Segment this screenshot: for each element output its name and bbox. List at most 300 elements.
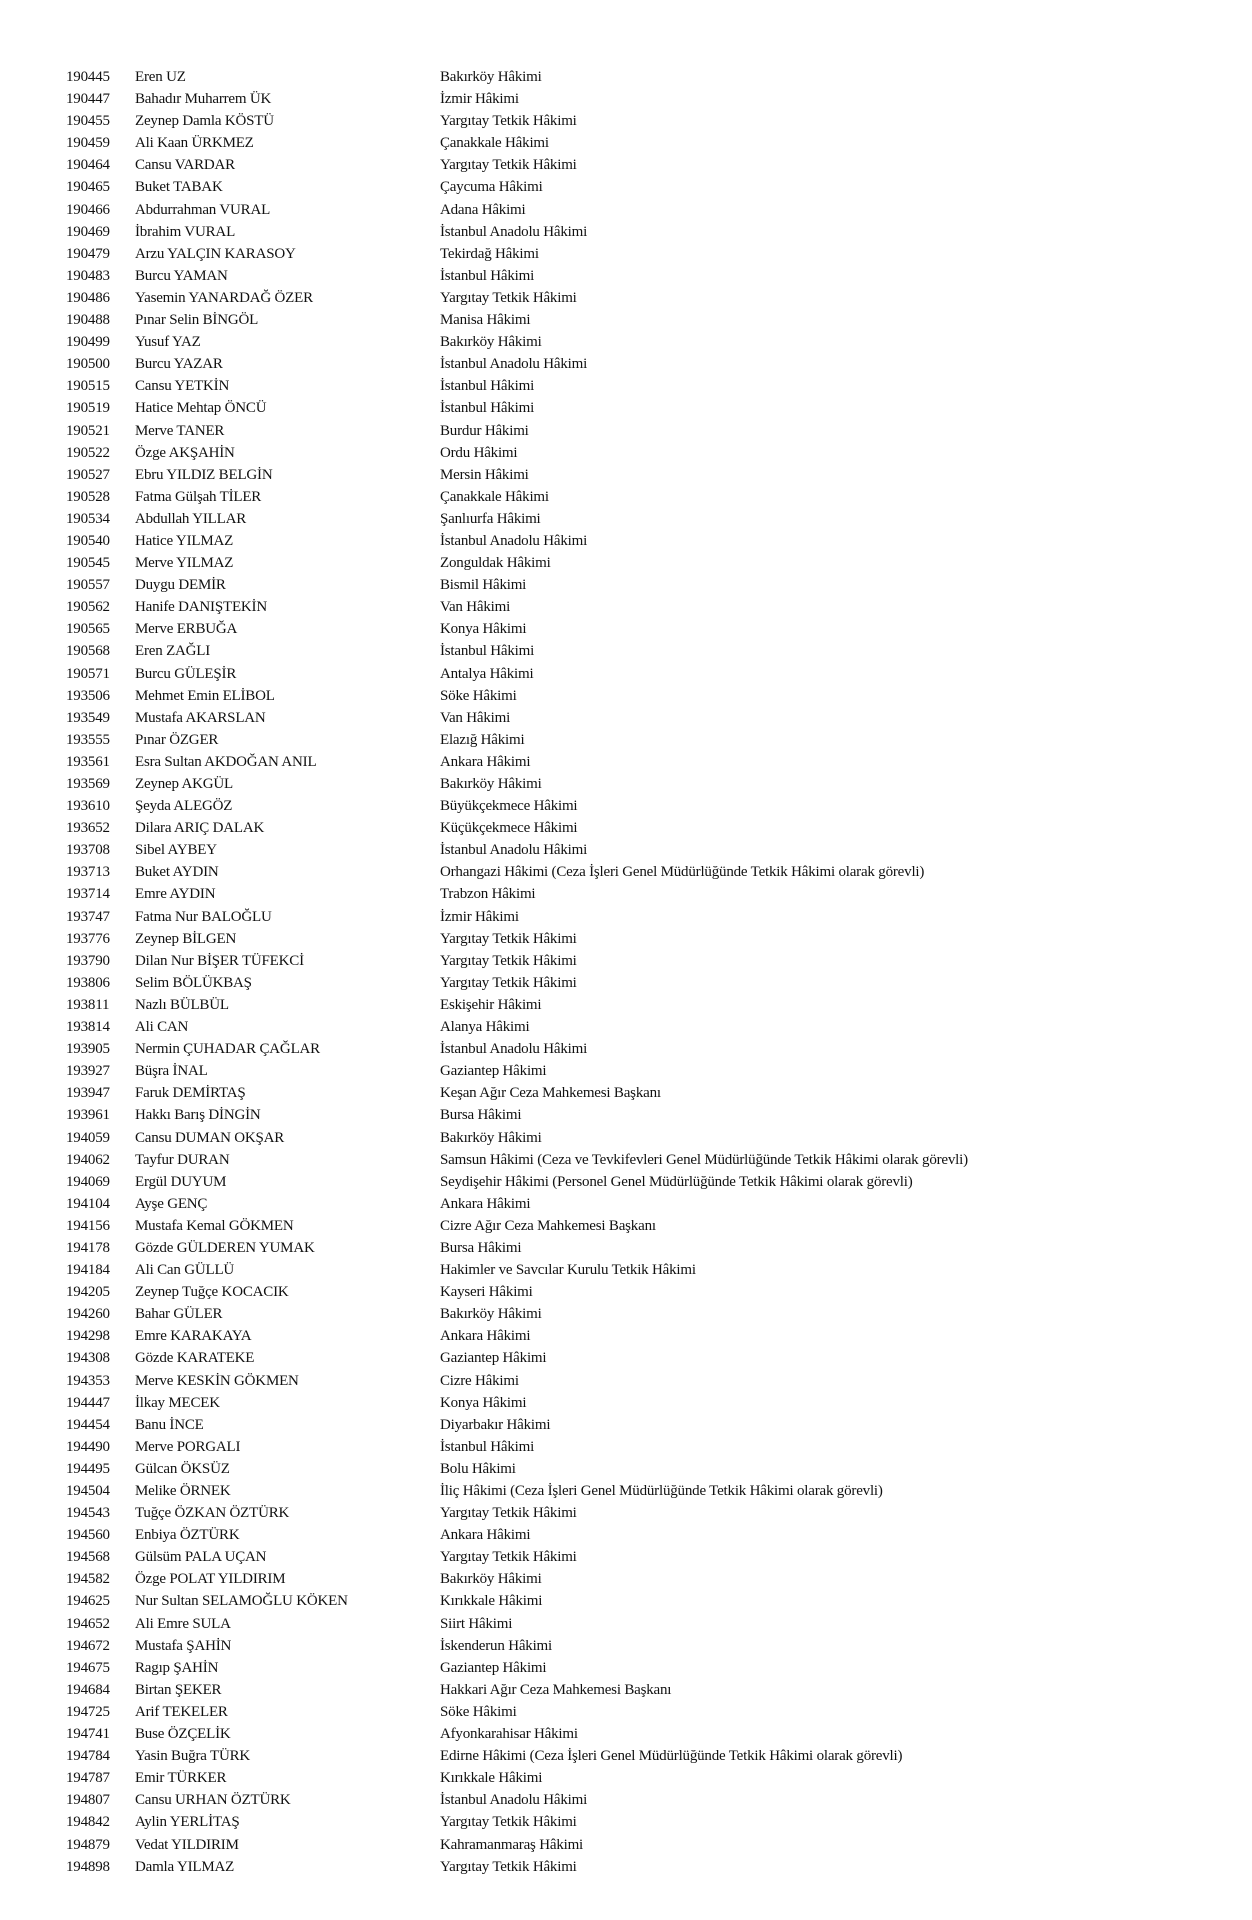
registry-number: 194842	[66, 1814, 110, 1831]
list-item	[0, 1281, 1252, 1303]
person-name: Tuğçe ÖZKAN ÖZTÜRK	[135, 1505, 290, 1522]
person-name: Yusuf YAZ	[135, 334, 201, 351]
person-name: Abdullah YILLAR	[135, 510, 247, 527]
registry-number: 194184	[66, 1262, 110, 1279]
person-name: Ragıp ŞAHİN	[135, 1659, 219, 1676]
position-title: Hakimler ve Savcılar Kurulu Tetkik Hâkimi	[440, 1262, 696, 1279]
position-title: Yargıtay Tetkik Hâkimi	[440, 974, 577, 991]
list-item	[0, 1546, 1252, 1568]
person-name: Nermin ÇUHADAR ÇAĞLAR	[135, 1041, 320, 1058]
position-title: Yargıtay Tetkik Hâkimi	[440, 113, 577, 130]
position-title: İstanbul Hâkimi	[440, 378, 535, 395]
registry-number: 190483	[66, 267, 110, 284]
person-name: Arzu YALÇIN KARASOY	[135, 245, 296, 262]
registry-number: 194062	[66, 1151, 110, 1168]
list-item	[0, 574, 1252, 596]
registry-number: 194807	[66, 1792, 110, 1809]
registry-number: 193714	[66, 886, 110, 903]
person-name: Cansu VARDAR	[135, 157, 235, 174]
person-name: Mustafa Kemal GÖKMEN	[135, 1217, 294, 1234]
person-name: Dilan Nur BİŞER TÜFEKCİ	[135, 952, 304, 969]
person-name: Ali Can GÜLLÜ	[135, 1262, 235, 1279]
registry-number: 190499	[66, 334, 110, 351]
person-name: Eren UZ	[135, 69, 186, 85]
list-item	[0, 1568, 1252, 1590]
position-title: Kayseri Hâkimi	[440, 1284, 533, 1301]
person-name: Esra Sultan AKDOĞAN ANIL	[135, 753, 317, 770]
list-item	[0, 1767, 1252, 1789]
position-title: İstanbul Anadolu Hâkimi	[440, 1792, 588, 1809]
position-title: Burdur Hâkimi	[440, 422, 529, 439]
position-title: Konya Hâkimi	[440, 1394, 527, 1411]
registry-number: 190562	[66, 599, 110, 616]
person-name: Hatice Mehtap ÖNCÜ	[135, 400, 267, 417]
list-item	[0, 640, 1252, 662]
list-item	[0, 1701, 1252, 1723]
person-name: Aylin YERLİTAŞ	[135, 1814, 240, 1831]
list-item	[0, 375, 1252, 397]
list-item	[0, 596, 1252, 618]
position-title: Manisa Hâkimi	[440, 312, 531, 329]
registry-number: 193549	[66, 709, 110, 726]
person-name: Yasin Buğra TÜRK	[135, 1748, 251, 1765]
registry-number: 194568	[66, 1549, 110, 1566]
position-title: Çanakkale Hâkimi	[440, 488, 549, 505]
person-name: Melike ÖRNEK	[135, 1483, 231, 1499]
person-name: Ali Emre SULA	[135, 1615, 231, 1632]
registry-number: 190466	[66, 201, 110, 218]
person-name: Buket TABAK	[135, 179, 223, 196]
person-name: Bahar GÜLER	[135, 1306, 223, 1323]
list-item	[0, 839, 1252, 861]
registry-number: 190479	[66, 245, 110, 262]
registry-number: 194625	[66, 1593, 110, 1610]
position-title: Gaziantep Hâkimi	[440, 1659, 547, 1676]
appointment-list	[0, 66, 1252, 1878]
registry-number: 194672	[66, 1637, 110, 1654]
list-item	[0, 1679, 1252, 1701]
position-title: Cizre Hâkimi	[440, 1372, 519, 1389]
list-item	[0, 685, 1252, 707]
list-item	[0, 353, 1252, 375]
registry-number: 193776	[66, 930, 110, 947]
person-name: Ali Kaan ÜRKMEZ	[135, 135, 254, 152]
person-name: Yasemin YANARDAĞ ÖZER	[135, 289, 313, 306]
position-title: Adana Hâkimi	[440, 201, 526, 218]
position-title: Ordu Hâkimi	[440, 444, 518, 461]
person-name: Abdurrahman VURAL	[135, 201, 271, 218]
list-item	[0, 199, 1252, 221]
person-name: Tayfur DURAN	[135, 1151, 230, 1168]
registry-number: 194504	[66, 1483, 110, 1499]
position-title: Afyonkarahisar Hâkimi	[440, 1726, 578, 1743]
registry-number: 193652	[66, 820, 110, 837]
list-item	[0, 1789, 1252, 1811]
person-name: Emir TÜRKER	[135, 1770, 227, 1787]
position-title: Ankara Hâkimi	[440, 1195, 531, 1212]
list-item	[0, 552, 1252, 574]
list-item	[0, 154, 1252, 176]
list-item	[0, 1082, 1252, 1104]
registry-number: 193555	[66, 731, 110, 748]
list-item	[0, 110, 1252, 132]
registry-number: 190469	[66, 223, 110, 240]
position-title: Yargıtay Tetkik Hâkimi	[440, 952, 577, 969]
position-title: Gaziantep Hâkimi	[440, 1350, 547, 1367]
person-name: Burcu GÜLEŞİR	[135, 665, 237, 682]
person-name: Gülsüm PALA UÇAN	[135, 1549, 267, 1566]
person-name: Özge AKŞAHİN	[135, 444, 235, 461]
person-name: Bahadır Muharrem ÜK	[135, 91, 272, 108]
registry-number: 194684	[66, 1681, 110, 1698]
registry-number: 194178	[66, 1239, 110, 1256]
registry-number: 193806	[66, 974, 110, 991]
list-item	[0, 508, 1252, 530]
list-item	[0, 88, 1252, 110]
registry-number: 190455	[66, 113, 110, 130]
person-name: Sibel AYBEY	[135, 842, 217, 859]
registry-number: 193811	[66, 996, 110, 1013]
position-title: İzmir Hâkimi	[440, 908, 519, 925]
list-item	[0, 994, 1252, 1016]
registry-number: 193927	[66, 1063, 110, 1080]
list-item	[0, 1458, 1252, 1480]
position-title: Bakırköy Hâkimi	[440, 1129, 542, 1146]
list-item	[0, 1392, 1252, 1414]
list-item	[0, 1370, 1252, 1392]
position-title: Hakkari Ağır Ceza Mahkemesi Başkanı	[440, 1681, 672, 1698]
list-item	[0, 1723, 1252, 1745]
person-name: Ali CAN	[135, 1019, 189, 1036]
person-name: Zeynep Damla KÖSTÜ	[135, 113, 274, 130]
position-title: Zonguldak Hâkimi	[440, 555, 551, 572]
registry-number: 194741	[66, 1726, 110, 1743]
position-title: Ankara Hâkimi	[440, 753, 531, 770]
list-item	[0, 1016, 1252, 1038]
list-item	[0, 950, 1252, 972]
list-item	[0, 883, 1252, 905]
registry-number: 193506	[66, 687, 110, 704]
list-item	[0, 663, 1252, 685]
registry-number: 193814	[66, 1019, 110, 1036]
list-item	[0, 972, 1252, 994]
person-name: Şeyda ALEGÖZ	[135, 798, 233, 815]
position-title: Eskişehir Hâkimi	[440, 996, 542, 1013]
list-item	[0, 486, 1252, 508]
person-name: Hanife DANIŞTEKİN	[135, 599, 267, 616]
registry-number: 190545	[66, 555, 110, 572]
position-title: Bursa Hâkimi	[440, 1239, 522, 1256]
position-title: Orhangazi Hâkimi (Ceza İşleri Genel Müdürlüğünde Tetkik Hâkimi olarak görevli)	[440, 864, 925, 881]
person-name: Buket AYDIN	[135, 864, 219, 881]
list-item	[0, 1834, 1252, 1856]
registry-number: 194205	[66, 1284, 110, 1301]
list-item	[0, 751, 1252, 773]
person-name: Hakkı Barış DİNGİN	[135, 1107, 261, 1124]
person-name: Ergül DUYUM	[135, 1173, 227, 1190]
registry-number: 194308	[66, 1350, 110, 1367]
position-title: Yargıtay Tetkik Hâkimi	[440, 1549, 577, 1566]
position-title: Bakırköy Hâkimi	[440, 776, 542, 792]
person-name: Cansu YETKİN	[135, 378, 230, 395]
person-name: Arif TEKELER	[135, 1703, 228, 1720]
list-item	[0, 464, 1252, 486]
position-title: Mersin Hâkimi	[440, 466, 529, 483]
list-item	[0, 221, 1252, 243]
list-item	[0, 773, 1252, 795]
list-item	[0, 265, 1252, 287]
position-title: Bursa Hâkimi	[440, 1107, 522, 1124]
list-item	[0, 1215, 1252, 1237]
position-title: Bakırköy Hâkimi	[440, 69, 542, 85]
registry-number: 194784	[66, 1748, 110, 1765]
list-item	[0, 331, 1252, 353]
person-name: Nazlı BÜLBÜL	[135, 996, 229, 1013]
registry-number: 190534	[66, 510, 110, 527]
list-item	[0, 1856, 1252, 1878]
position-title: Kırıkkale Hâkimi	[440, 1593, 543, 1610]
registry-number: 190568	[66, 643, 110, 660]
person-name: Enbiya ÖZTÜRK	[135, 1527, 240, 1544]
position-title: Edirne Hâkimi (Ceza İşleri Genel Müdürlüğünde Tetkik Hâkimi olarak görevli)	[440, 1748, 903, 1765]
registry-number: 190540	[66, 532, 110, 549]
registry-number: 193790	[66, 952, 110, 969]
registry-number: 194447	[66, 1394, 110, 1411]
registry-number: 190488	[66, 312, 110, 329]
registry-number: 194059	[66, 1129, 110, 1146]
registry-number: 194560	[66, 1527, 110, 1544]
list-item	[0, 1524, 1252, 1546]
list-item	[0, 1237, 1252, 1259]
position-title: İstanbul Anadolu Hâkimi	[440, 223, 588, 240]
list-item	[0, 397, 1252, 419]
position-title: Samsun Hâkimi (Ceza ve Tevkifevleri Genel Müdürlüğünde Tetkik Hâkimi olarak görevli)	[440, 1151, 968, 1168]
list-item	[0, 1259, 1252, 1281]
position-title: Trabzon Hâkimi	[440, 886, 536, 903]
position-title: Bismil Hâkimi	[440, 577, 527, 594]
registry-number: 193708	[66, 842, 110, 859]
list-item	[0, 1811, 1252, 1833]
registry-number: 193947	[66, 1085, 110, 1102]
registry-number: 194675	[66, 1659, 110, 1676]
position-title: Yargıtay Tetkik Hâkimi	[440, 1505, 577, 1522]
list-item	[0, 530, 1252, 552]
list-item	[0, 243, 1252, 265]
list-item	[0, 1104, 1252, 1126]
position-title: Cizre Ağır Ceza Mahkemesi Başkanı	[440, 1217, 656, 1234]
list-item	[0, 1590, 1252, 1612]
person-name: Eren ZAĞLI	[135, 643, 211, 660]
position-title: Yargıtay Tetkik Hâkimi	[440, 1858, 577, 1875]
registry-number: 194898	[66, 1858, 110, 1875]
position-title: Çaycuma Hâkimi	[440, 179, 543, 196]
position-title: Siirt Hâkimi	[440, 1615, 513, 1632]
person-name: Hatice YILMAZ	[135, 532, 234, 549]
person-name: Faruk DEMİRTAŞ	[135, 1085, 246, 1102]
person-name: Emre AYDIN	[135, 886, 216, 903]
position-title: Elazığ Hâkimi	[440, 731, 525, 748]
person-name: Buse ÖZÇELİK	[135, 1726, 231, 1743]
person-name: İlkay MECEK	[135, 1394, 220, 1411]
position-title: Gaziantep Hâkimi	[440, 1063, 547, 1080]
position-title: İstanbul Anadolu Hâkimi	[440, 1041, 588, 1058]
person-name: Pınar ÖZGER	[135, 731, 219, 748]
position-title: Keşan Ağır Ceza Mahkemesi Başkanı	[440, 1085, 661, 1102]
registry-number: 190565	[66, 621, 110, 638]
registry-number: 190571	[66, 665, 110, 682]
position-title: Antalya Hâkimi	[440, 665, 534, 682]
registry-number: 194725	[66, 1703, 110, 1720]
registry-number: 190557	[66, 577, 110, 594]
position-title: Van Hâkimi	[440, 709, 511, 726]
list-item	[0, 420, 1252, 442]
person-name: Damla YILMAZ	[135, 1858, 235, 1875]
person-name: Zeynep BİLGEN	[135, 930, 237, 947]
position-title: Ankara Hâkimi	[440, 1328, 531, 1345]
list-item	[0, 1038, 1252, 1060]
person-name: Mustafa AKARSLAN	[135, 709, 266, 726]
registry-number: 194490	[66, 1438, 110, 1455]
registry-number: 190528	[66, 488, 110, 505]
list-item	[0, 928, 1252, 950]
position-title: Söke Hâkimi	[440, 687, 517, 704]
list-item	[0, 1303, 1252, 1325]
person-name: Ebru YILDIZ BELGİN	[135, 466, 273, 483]
registry-number: 190459	[66, 135, 110, 152]
position-title: Bolu Hâkimi	[440, 1460, 516, 1477]
registry-number: 190522	[66, 444, 110, 461]
person-name: Mehmet Emin ELİBOL	[135, 687, 275, 704]
person-name: Burcu YAMAN	[135, 267, 228, 284]
registry-number: 194787	[66, 1770, 110, 1787]
position-title: Yargıtay Tetkik Hâkimi	[440, 289, 577, 306]
position-title: Bakırköy Hâkimi	[440, 334, 542, 351]
person-name: Gözde GÜLDEREN YUMAK	[135, 1239, 315, 1256]
registry-number: 193905	[66, 1041, 110, 1058]
list-item	[0, 1060, 1252, 1082]
registry-number: 194104	[66, 1195, 110, 1212]
person-name: Merve YILMAZ	[135, 555, 234, 572]
person-name: Burcu YAZAR	[135, 356, 223, 373]
position-title: İliç Hâkimi (Ceza İşleri Genel Müdürlüğünde Tetkik Hâkimi olarak görevli)	[440, 1483, 883, 1499]
person-name: Cansu URHAN ÖZTÜRK	[135, 1792, 291, 1809]
registry-number: 194652	[66, 1615, 110, 1632]
list-item	[0, 1347, 1252, 1369]
person-name: Pınar Selin BİNGÖL	[135, 312, 259, 329]
registry-number: 193747	[66, 908, 110, 925]
position-title: Seydişehir Hâkimi (Personel Genel Müdürlüğünde Tetkik Hâkimi olarak görevli)	[440, 1173, 913, 1190]
person-name: Cansu DUMAN OKŞAR	[135, 1129, 285, 1146]
position-title: Söke Hâkimi	[440, 1703, 517, 1720]
registry-number: 194495	[66, 1460, 110, 1477]
person-name: Özge POLAT YILDIRIM	[135, 1571, 286, 1588]
person-name: İbrahim VURAL	[135, 223, 236, 240]
list-item	[0, 861, 1252, 883]
person-name: Birtan ŞEKER	[135, 1681, 222, 1698]
position-title: Van Hâkimi	[440, 599, 511, 616]
list-item	[0, 66, 1252, 88]
position-title: Tekirdağ Hâkimi	[440, 245, 539, 262]
position-title: İstanbul Anadolu Hâkimi	[440, 842, 588, 859]
list-item	[0, 1436, 1252, 1458]
registry-number: 194454	[66, 1416, 110, 1433]
list-item	[0, 1127, 1252, 1149]
registry-number: 194156	[66, 1217, 110, 1234]
position-title: Şanlıurfa Hâkimi	[440, 510, 541, 527]
person-name: Zeynep Tuğçe KOCACIK	[135, 1284, 289, 1301]
registry-number: 190445	[66, 69, 110, 85]
person-name: Emre KARAKAYA	[135, 1328, 252, 1345]
list-item	[0, 287, 1252, 309]
person-name: Selim BÖLÜKBAŞ	[135, 974, 252, 991]
list-item	[0, 817, 1252, 839]
person-name: Fatma Nur BALOĞLU	[135, 908, 272, 925]
position-title: Yargıtay Tetkik Hâkimi	[440, 157, 577, 174]
list-item	[0, 707, 1252, 729]
registry-number: 193713	[66, 864, 110, 881]
person-name: Büşra İNAL	[135, 1063, 208, 1080]
registry-number: 194879	[66, 1836, 110, 1853]
registry-number: 190515	[66, 378, 110, 395]
person-name: Dilara ARIÇ DALAK	[135, 820, 265, 837]
position-title: İstanbul Hâkimi	[440, 1438, 535, 1455]
person-name: Merve TANER	[135, 422, 225, 439]
person-name: Gülcan ÖKSÜZ	[135, 1460, 230, 1477]
person-name: Merve KESKİN GÖKMEN	[135, 1372, 299, 1389]
list-item	[0, 1635, 1252, 1657]
list-item	[0, 1171, 1252, 1193]
list-item	[0, 1149, 1252, 1171]
person-name: Nur Sultan SELAMOĞLU KÖKEN	[135, 1593, 348, 1610]
person-name: Merve ERBUĞA	[135, 621, 238, 638]
position-title: İstanbul Anadolu Hâkimi	[440, 356, 588, 373]
registry-number: 190521	[66, 422, 110, 439]
position-title: İskenderun Hâkimi	[440, 1637, 552, 1654]
list-item	[0, 729, 1252, 751]
position-title: Alanya Hâkimi	[440, 1019, 530, 1036]
list-item	[0, 176, 1252, 198]
registry-number: 194069	[66, 1173, 110, 1190]
person-name: Merve PORGALI	[135, 1438, 241, 1455]
person-name: Ayşe GENÇ	[135, 1195, 208, 1212]
registry-number: 190447	[66, 91, 110, 108]
list-item	[0, 1502, 1252, 1524]
person-name: Zeynep AKGÜL	[135, 776, 233, 792]
person-name: Fatma Gülşah TİLER	[135, 488, 262, 505]
position-title: İstanbul Hâkimi	[440, 267, 535, 284]
person-name: Vedat YILDIRIM	[135, 1836, 239, 1853]
position-title: Ankara Hâkimi	[440, 1527, 531, 1544]
position-title: Diyarbakır Hâkimi	[440, 1416, 551, 1433]
registry-number: 193961	[66, 1107, 110, 1124]
registry-number: 190500	[66, 356, 110, 373]
position-title: İstanbul Hâkimi	[440, 400, 535, 417]
person-name: Gözde KARATEKE	[135, 1350, 255, 1367]
position-title: İstanbul Hâkimi	[440, 643, 535, 660]
list-item	[0, 1325, 1252, 1347]
registry-number: 194298	[66, 1328, 110, 1345]
registry-number: 190486	[66, 289, 110, 306]
registry-number: 193569	[66, 776, 110, 792]
registry-number: 193610	[66, 798, 110, 815]
position-title: Bakırköy Hâkimi	[440, 1571, 542, 1588]
person-name: Duygu DEMİR	[135, 577, 226, 594]
person-name: Mustafa ŞAHİN	[135, 1637, 232, 1654]
position-title: İstanbul Anadolu Hâkimi	[440, 532, 588, 549]
position-title: Yargıtay Tetkik Hâkimi	[440, 1814, 577, 1831]
list-item	[0, 1613, 1252, 1635]
position-title: Bakırköy Hâkimi	[440, 1306, 542, 1323]
